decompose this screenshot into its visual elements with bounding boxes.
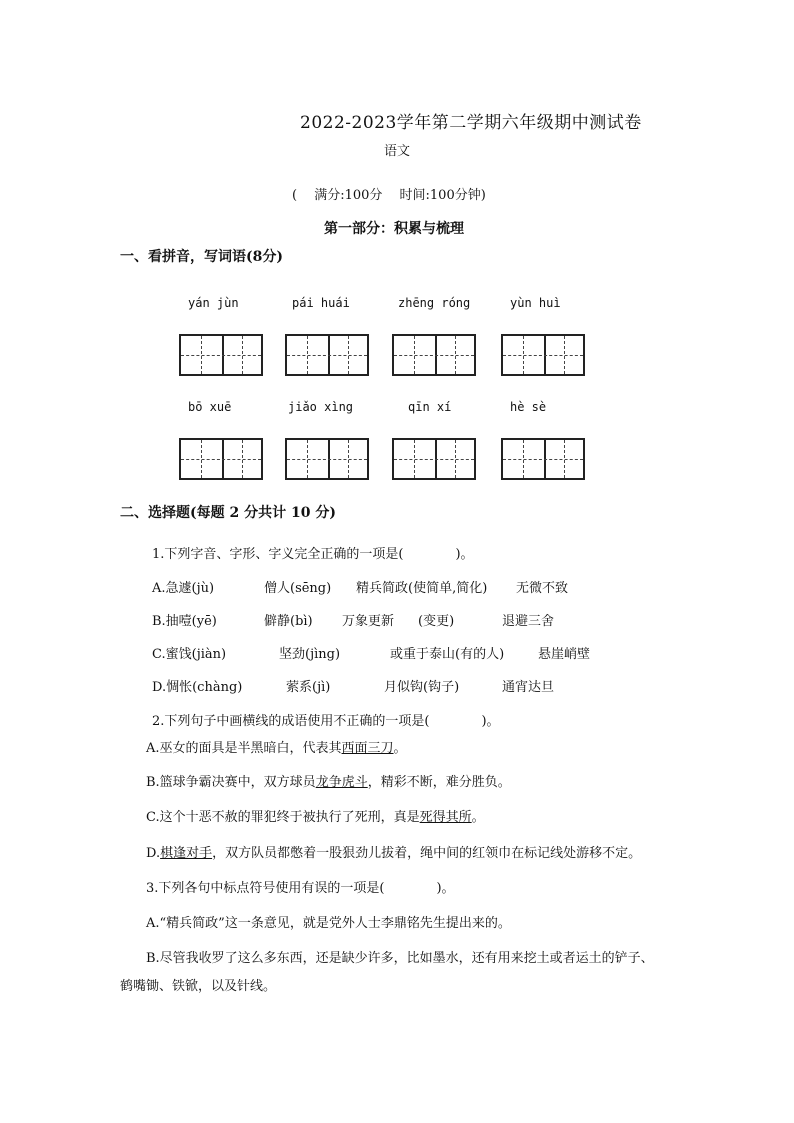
q1-option-d-2: 萦系(jì) [286, 680, 331, 695]
q2-option-a [146, 737, 407, 756]
q2-d-underlined: 棋逢对手 [160, 846, 213, 861]
score-time-info: ( 满分:100分 时间:100分钟) [292, 188, 486, 203]
q2-option-d [146, 842, 641, 861]
q1-option-d-1: D.惆怅(chàng) [152, 680, 243, 695]
q1-option-a-4: 无微不致 [516, 581, 569, 596]
pinyin-4: yùn huì [510, 296, 561, 310]
pinyin-7: qīn xí [408, 400, 452, 414]
writing-grid-4[interactable] [501, 334, 585, 376]
q1-option-a-2: 僧人(sēng) [264, 581, 332, 596]
q2-d-post: ，双方队员都憋着一股狠劲儿拔着，绳中间的红领巾在标记线处游移不定。 [212, 846, 642, 861]
section-two-title: 二、选择题(每题 2 分共计 10 分) [120, 505, 336, 521]
q2-a-pre: A.巫女的面具是半黑暗白，代表其 [146, 741, 342, 756]
q1-option-b-4: (变更) [418, 614, 455, 629]
q2-a-post: 。 [393, 741, 407, 756]
q2-b-underlined: 龙争虎斗 [315, 775, 368, 790]
q2-a-underlined: 西面三刀 [341, 741, 394, 756]
q1-option-a-3: 精兵简政(使简单,简化) [356, 581, 488, 596]
q1-option-d-4: 通宵达旦 [502, 680, 555, 695]
q3-option-b-line2: 鹤嘴锄、铁锨，以及针线。 [120, 979, 277, 994]
q1-option-d-3: 月似钩(钩子) [384, 680, 460, 695]
q1-option-b-5: 退避三舍 [502, 614, 555, 629]
writing-grid-1[interactable] [179, 334, 263, 376]
section-one-title: 一、看拼音，写词语(8分) [120, 249, 283, 265]
writing-grid-2[interactable] [285, 334, 369, 376]
q1-option-c-1: C.蜜饯(jiàn) [152, 647, 227, 662]
pinyin-8: hè sè [510, 400, 547, 414]
question-3-stem: 3.下列各句中标点符号使用有误的一项是( )。 [146, 881, 455, 896]
question-2-stem: 2.下列句子中画横线的成语使用不正确的一项是( )。 [152, 714, 500, 729]
q1-option-b-1: B.抽噎(yē) [152, 614, 217, 629]
exam-title: 2022-2023学年第二学期六年级期中测试卷 [300, 113, 642, 133]
writing-grid-8[interactable] [501, 438, 585, 480]
q2-c-pre: C.这个十恶不赦的罪犯终于被执行了死刑，真是 [146, 810, 420, 825]
writing-grid-7[interactable] [392, 438, 476, 480]
q2-option-b [146, 771, 511, 790]
pinyin-5: bō xuē [188, 400, 232, 414]
q3-option-a: A.“精兵简政”这一条意见，就是党外人士李鼎铭先生提出来的。 [146, 916, 511, 931]
question-1-stem: 1.下列字音、字形、字义完全正确的一项是( )。 [152, 547, 474, 562]
q1-option-c-4: 悬崖峭壁 [538, 647, 591, 662]
writing-grid-6[interactable] [285, 438, 369, 480]
pinyin-2: pái huái [292, 296, 350, 310]
subject-label: 语文 [384, 144, 411, 159]
writing-grid-5[interactable] [179, 438, 263, 480]
q2-option-c [146, 806, 485, 825]
q2-b-post: ，精彩不断，难分胜负。 [367, 775, 511, 790]
q1-option-a-1: A.急遽(jù) [152, 581, 215, 596]
q2-d-pre: D. [146, 846, 161, 861]
writing-grid-3[interactable] [392, 334, 476, 376]
pinyin-3: zhēng róng [398, 296, 471, 310]
q3-option-b-line1: B.尽管我收罗了这么多东西，还是缺少许多，比如墨水，还有用来挖土或者运土的铲子、 [146, 951, 654, 966]
q2-b-pre: B.篮球争霸决赛中，双方球员 [146, 775, 316, 790]
part-one-title: 第一部分：积累与梳理 [324, 221, 464, 237]
pinyin-6: jiǎo xìng [288, 400, 354, 414]
pinyin-1: yán jùn [188, 296, 239, 310]
q2-c-post: 。 [471, 810, 485, 825]
q2-c-underlined: 死得其所 [419, 810, 472, 825]
q1-option-b-2: 僻静(bì) [264, 614, 313, 629]
q1-option-b-3: 万象更新 [342, 614, 395, 629]
q1-option-c-3: 或重于泰山(有的人) [390, 647, 505, 662]
q1-option-c-2: 坚劲(jìng) [279, 647, 341, 662]
